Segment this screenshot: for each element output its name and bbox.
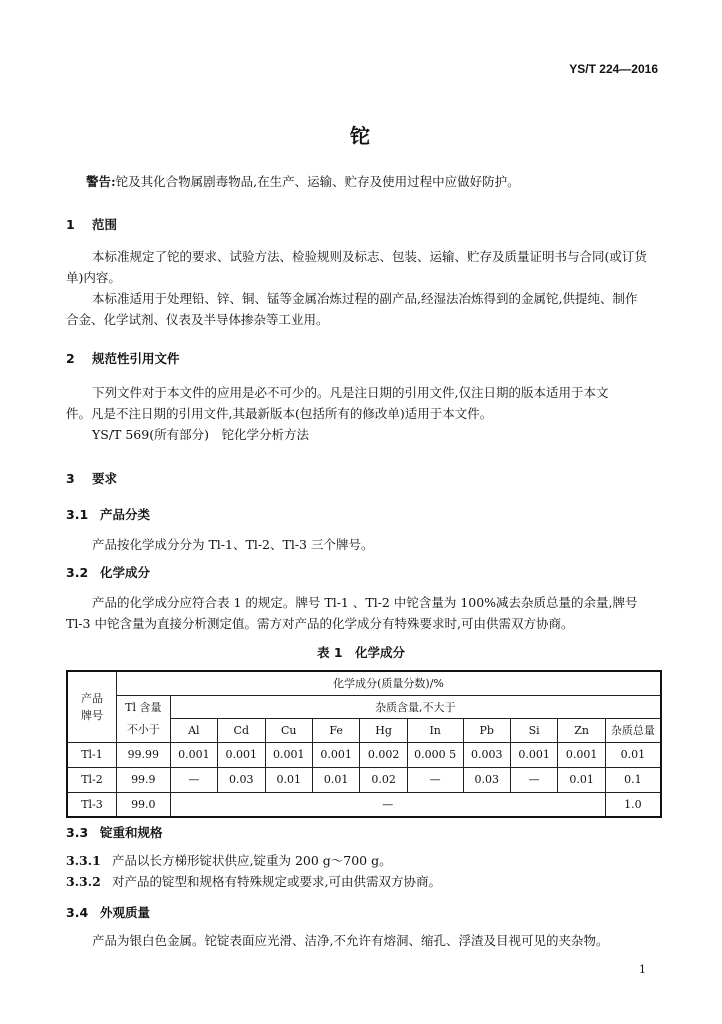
value-cell: 0.001 (265, 742, 312, 767)
value-cell: 0.000 5 (407, 742, 463, 767)
tl-header-line: Tl 含量 (125, 700, 162, 714)
section-number: 1 (66, 217, 75, 232)
value-cell: 0.001 (558, 742, 605, 767)
section-3-3-heading (66, 823, 163, 841)
section-3-1-heading (66, 505, 150, 523)
value-cell: — (510, 767, 557, 792)
value-cell: 0.03 (218, 767, 265, 792)
table-header-row (67, 671, 661, 695)
section-number: 3.4 (66, 905, 89, 920)
column-header: Pb (463, 718, 510, 742)
section-2-body (66, 382, 662, 445)
section-1-heading (66, 215, 117, 233)
item-number: 3.3.1 (66, 853, 101, 868)
value-cell: 0.02 (360, 767, 407, 792)
table-row (67, 767, 661, 792)
column-header: Cu (265, 718, 312, 742)
paragraph-line: 件。凡是不注日期的引用文件,其最新版本(包括所有的修改单)适用于本文件。 (66, 406, 493, 421)
grade-cell: Tl-3 (67, 792, 117, 817)
value-cell: 0.1 (605, 767, 661, 792)
value-cell: 0.01 (558, 767, 605, 792)
section-title: 外观质量 (100, 905, 151, 920)
section-3-4-text: 产品为银白色金属。铊锭表面应光滑、洁净,不允许有熔洞、缩孔、浮渣及目视可见的夹杂物。 (92, 933, 609, 948)
section-title: 规范性引用文件 (92, 351, 180, 366)
value-cell: 0.001 (312, 742, 359, 767)
value-cell: 0.002 (360, 742, 407, 767)
impurity-header: 杂质含量,不大于 (170, 695, 661, 718)
document-title: 铊 (350, 124, 372, 148)
table-row (67, 742, 661, 767)
value-cell: 0.03 (463, 767, 510, 792)
warning-text (86, 174, 520, 190)
grade-header-line: 牌号 (81, 708, 103, 722)
section-number: 2 (66, 351, 75, 366)
tl-header-line: 不小于 (126, 722, 160, 736)
value-cell: 0.01 (605, 742, 661, 767)
paragraph-line: 单)内容。 (66, 270, 121, 285)
tl-cell: 99.99 (117, 742, 171, 767)
section-3-2-heading (66, 563, 150, 581)
reference-entry: YS/T 569(所有部分) 铊化学分析方法 (92, 427, 309, 442)
column-header: 杂质总量 (605, 718, 661, 742)
paragraph-line: 本标准规定了铊的要求、试验方法、检验规则及标志、包装、运输、贮存及质量证明书与合同(或订货 (92, 249, 647, 264)
section-3-4-heading (66, 903, 150, 921)
section-title: 范围 (92, 217, 118, 232)
warning-label: 警告: (86, 174, 116, 189)
section-3-2-body (66, 592, 662, 634)
section-3-1-text: 产品按化学成分分为 Tl-1、Tl-2、Tl-3 三个牌号。 (92, 537, 374, 552)
grade-cell: Tl-2 (67, 767, 117, 792)
section-title: 化学成分 (100, 565, 151, 580)
column-header: Si (510, 718, 557, 742)
table-header-row (67, 695, 661, 718)
composition-header: 化学成分(质量分数)/% (117, 671, 662, 695)
column-header: Fe (312, 718, 359, 742)
paragraph-line: 本标准适用于处理铅、锌、铜、锰等金属冶炼过程的副产品,经湿法冶炼得到的金属铊,供提纯、制作 (92, 291, 638, 306)
grade-cell: Tl-1 (67, 742, 117, 767)
standard-number: YS/T 224—2016 (569, 62, 658, 76)
section-title: 要求 (92, 471, 118, 486)
table-row (67, 792, 661, 817)
column-header: Hg (360, 718, 407, 742)
column-header: Cd (218, 718, 265, 742)
column-header: Zn (558, 718, 605, 742)
section-number: 3.3 (66, 825, 89, 840)
table-caption: 表 1 化学成分 (316, 645, 406, 660)
paragraph-line: 产品的化学成分应符合表 1 的规定。牌号 Tl-1 、Tl-2 中铊含量为 100%减去杂质总量的余量,牌号 (92, 595, 638, 610)
item-3-3-1 (66, 853, 392, 869)
grade-header-line: 产品 (81, 691, 103, 705)
value-cell: 1.0 (605, 792, 661, 817)
paragraph-line: 下列文件对于本文件的应用是必不可少的。凡是注日期的引用文件,仅注日期的版本适用于本文 (92, 385, 609, 400)
section-1-body (66, 246, 662, 330)
column-header: In (407, 718, 463, 742)
tl-cell: 99.9 (117, 767, 171, 792)
section-number: 3 (66, 471, 75, 486)
section-title: 产品分类 (100, 507, 151, 522)
value-cell: 0.001 (510, 742, 557, 767)
section-number: 3.2 (66, 565, 89, 580)
grade-header (67, 671, 117, 742)
item-text: 对产品的锭型和规格有特殊规定或要求,可由供需双方协商。 (112, 874, 441, 889)
warning-body: 铊及其化合物属剧毒物品,在生产、运输、贮存及使用过程中应做好防护。 (115, 174, 520, 189)
section-3-heading (66, 469, 117, 487)
column-header: Al (170, 718, 217, 742)
section-2-heading (66, 349, 180, 367)
value-cell: 0.003 (463, 742, 510, 767)
item-text: 产品以长方梯形锭状供应,锭重为 200 g～700 g。 (112, 853, 392, 868)
value-cell: — (170, 767, 217, 792)
section-number: 3.1 (66, 507, 89, 522)
chemical-composition-table (66, 670, 662, 818)
section-title: 锭重和规格 (100, 825, 163, 840)
merged-value-cell: — (170, 792, 605, 817)
value-cell: 0.001 (218, 742, 265, 767)
value-cell: 0.01 (312, 767, 359, 792)
tl-cell: 99.0 (117, 792, 171, 817)
item-3-3-2 (66, 874, 441, 890)
paragraph-line: Tl-3 中铊含量为直接分析测定值。需方对产品的化学成分有特殊要求时,可由供需双方协商。 (66, 616, 574, 631)
value-cell: — (407, 767, 463, 792)
paragraph-line: 合金、化学试剂、仪表及半导体掺杂等工业用。 (66, 312, 329, 327)
tl-content-header (117, 695, 171, 742)
item-number: 3.3.2 (66, 874, 101, 889)
value-cell: 0.01 (265, 767, 312, 792)
page-number: 1 (639, 963, 646, 976)
value-cell: 0.001 (170, 742, 217, 767)
